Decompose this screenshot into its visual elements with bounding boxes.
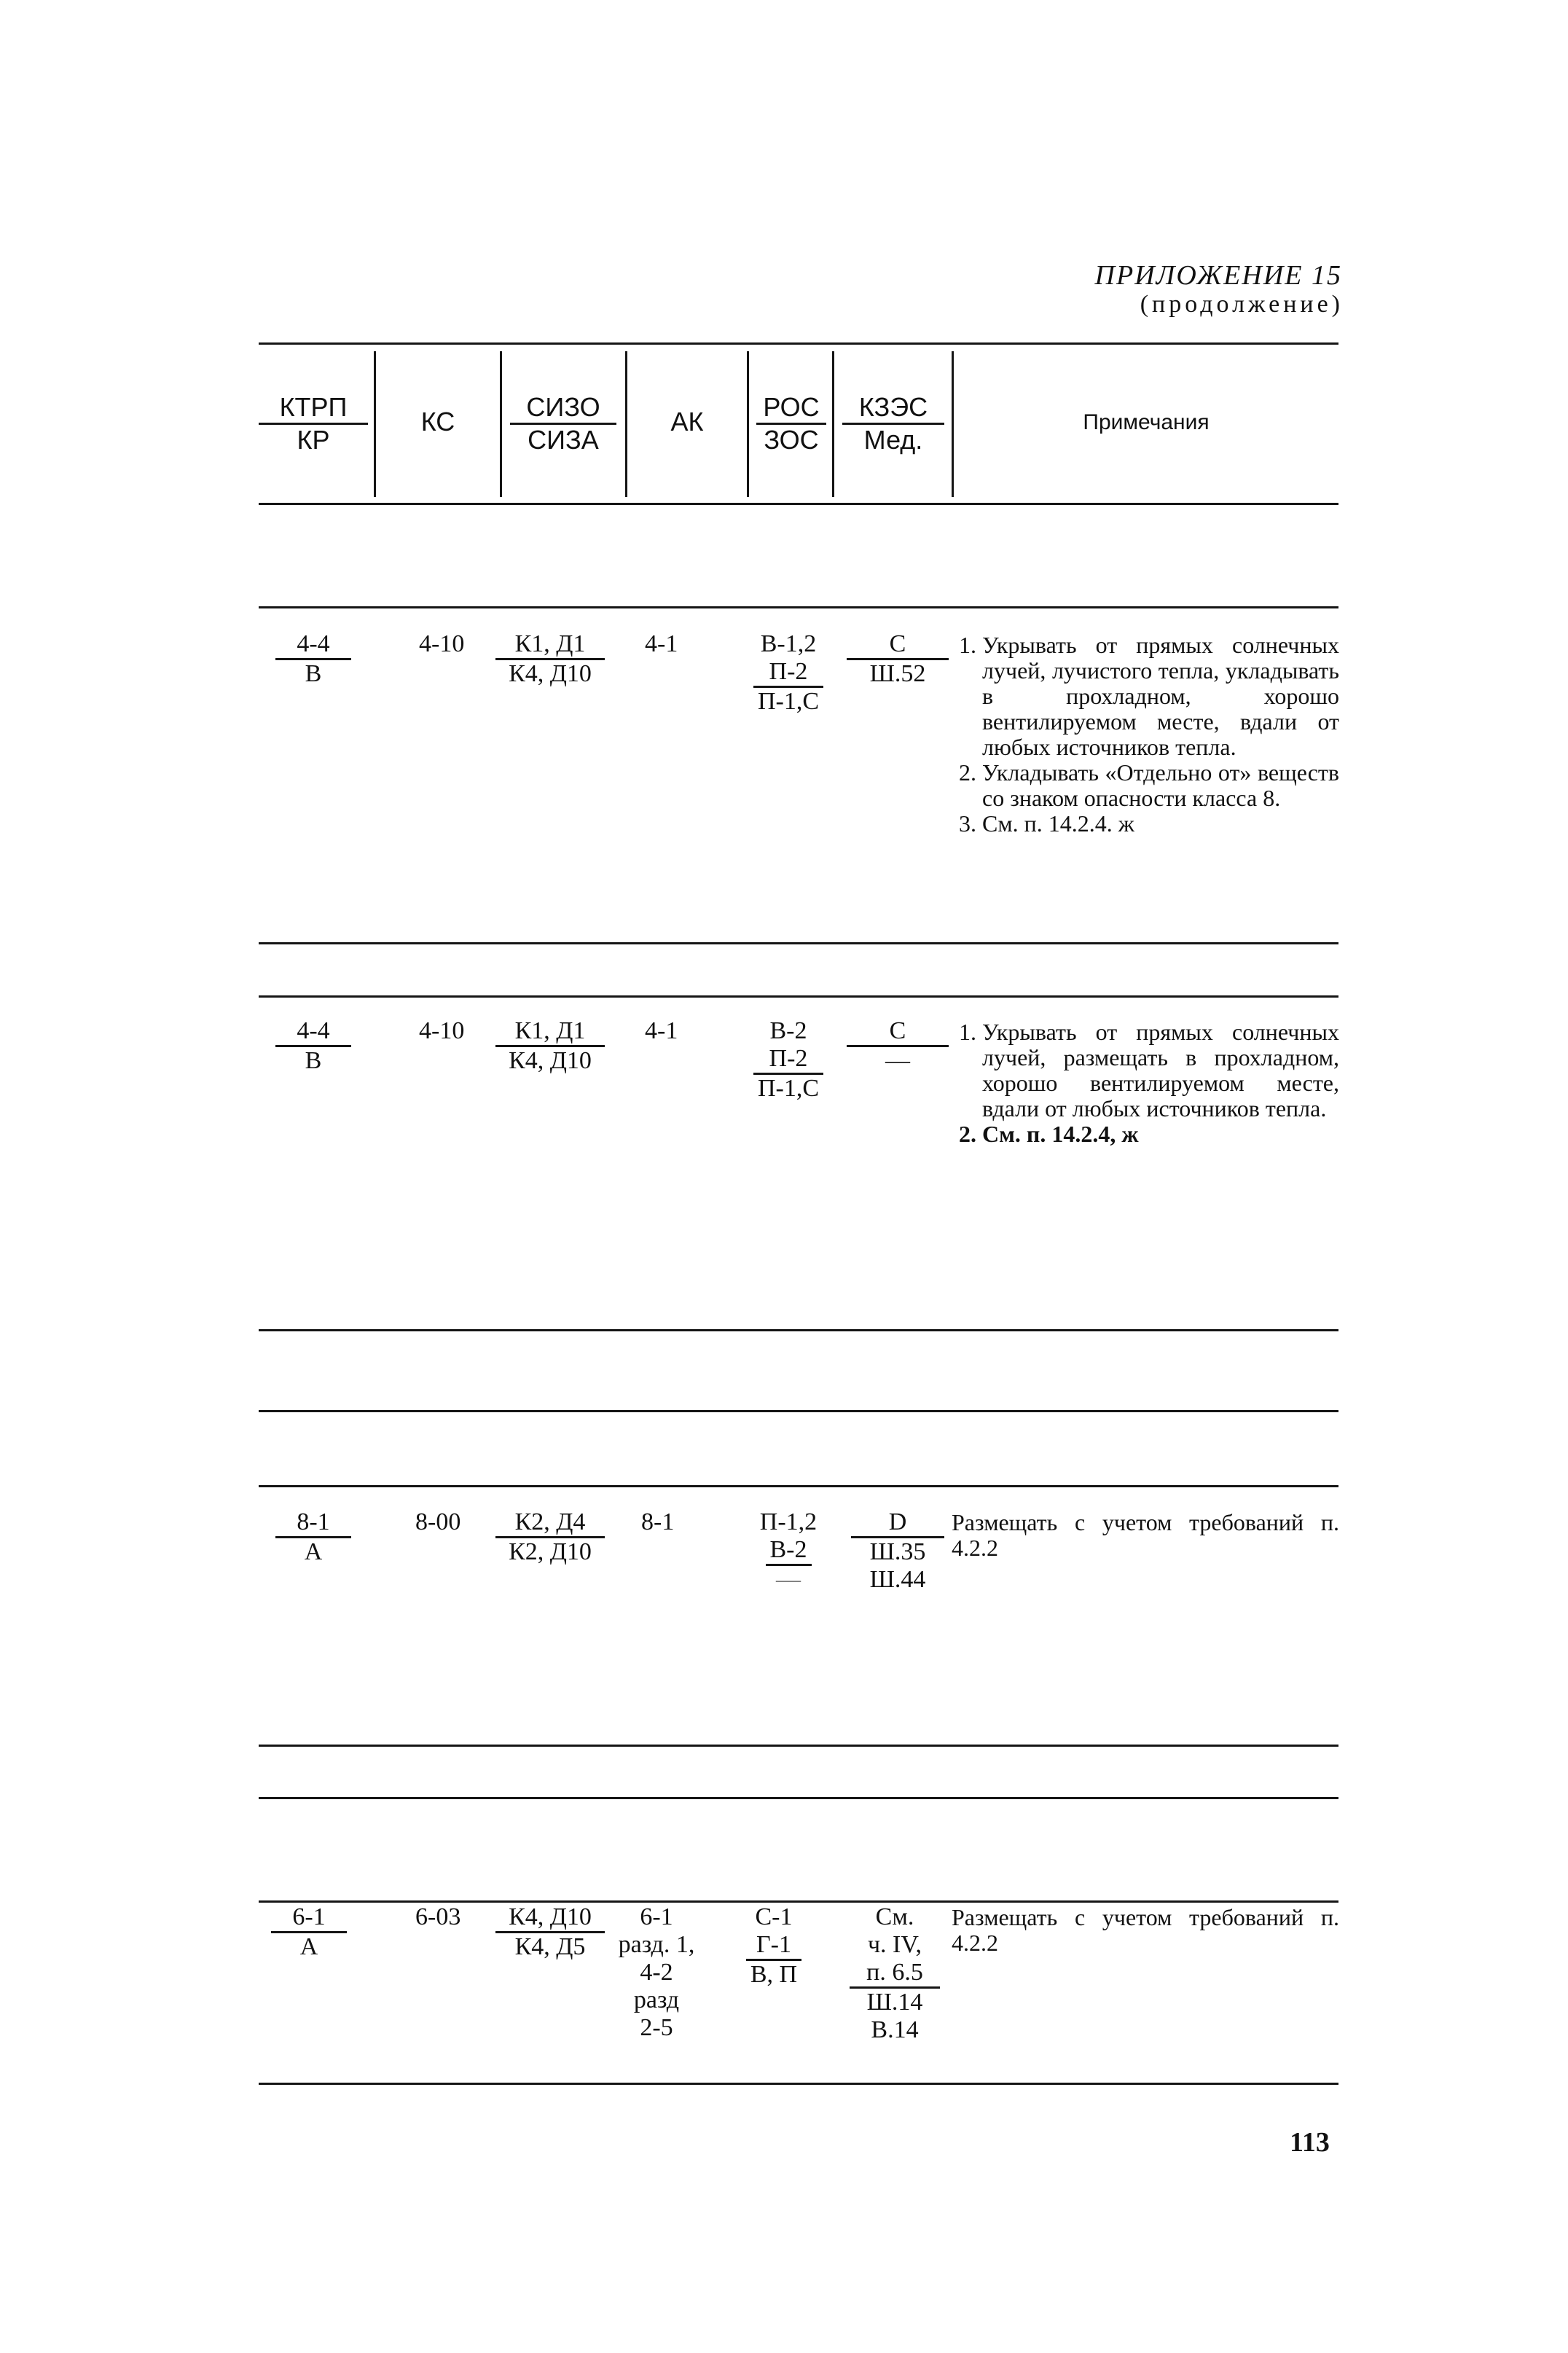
header-sizo-siza: СИЗО СИЗА bbox=[510, 392, 616, 455]
cell-notes bbox=[952, 633, 1339, 837]
cell-kzes-med: См. ч. IV, п. 6.5 Ш.14 В.14 bbox=[844, 1903, 946, 2044]
cell-ros-zos: П-1,2 В-2 — bbox=[759, 1508, 818, 1593]
cell-kzes-med: С Ш.52 bbox=[847, 630, 949, 688]
row-bottom-rule bbox=[259, 1329, 1338, 1331]
appendix-subtitle: (продолжение) bbox=[1140, 291, 1344, 318]
note-item: 2. См. п. 14.2.4, ж bbox=[982, 1121, 1339, 1147]
table-top-rule bbox=[259, 342, 1338, 345]
cell-ktrp-kr: 4-4 В bbox=[275, 1017, 351, 1075]
cell-sizo-siza: К4, Д10 К4, Д5 bbox=[495, 1903, 605, 1961]
header-notes: Примечания bbox=[1083, 410, 1210, 434]
cell-ks: 4-10 bbox=[419, 630, 465, 657]
col-separator bbox=[832, 351, 834, 497]
header-ks: КС bbox=[420, 407, 455, 436]
note-text: Размещать с учетом требований п. 4.2.2 bbox=[952, 1509, 1339, 1561]
cell-sizo-siza: К2, Д4 К2, Д10 bbox=[495, 1508, 605, 1566]
cell-ks: 6-03 bbox=[415, 1903, 461, 1930]
cell-ak: 8-1 bbox=[641, 1508, 675, 1535]
row-top-rule bbox=[259, 995, 1338, 998]
cell-ktrp-kr: 6-1 А bbox=[271, 1903, 347, 1961]
note-text: Размещать с учетом требований п. 4.2.2 bbox=[952, 1904, 1339, 1956]
cell-ks: 4-10 bbox=[419, 1017, 465, 1044]
page-number: 113 bbox=[1290, 2127, 1330, 2158]
cell-ak: 4-1 bbox=[645, 630, 678, 657]
appendix-title: ПРИЛОЖЕНИЕ 15 bbox=[1094, 260, 1342, 291]
row-top-rule bbox=[259, 606, 1338, 608]
cell-ks: 8-00 bbox=[415, 1508, 461, 1535]
col-separator bbox=[747, 351, 749, 497]
table-bottom-rule bbox=[259, 2083, 1338, 2085]
cell-notes bbox=[952, 1905, 1339, 1956]
note-item: 3. См. п. 14.2.4. ж bbox=[982, 811, 1339, 837]
cell-ak: 4-1 bbox=[645, 1017, 678, 1044]
cell-kzes-med: С — bbox=[847, 1017, 949, 1075]
header-ak: АК bbox=[670, 407, 704, 436]
note-item: 1. Укрывать от прямых солнечных лучей, лучистого тепла, укладывать в прохладном, хорошо вентилируемом месте, вдали от любых источников тепла. bbox=[982, 633, 1339, 760]
header-ktrp-kr: КТРП КР bbox=[259, 392, 368, 455]
row-top-rule bbox=[259, 1900, 1338, 1903]
cell-ktrp-kr: 8-1 А bbox=[275, 1508, 351, 1566]
cell-ros-zos: В-2 П-2 П-1,С bbox=[745, 1017, 832, 1103]
row-rule bbox=[259, 1410, 1338, 1412]
note-item: 1. Укрывать от прямых солнечных лучей, размещать в прохладном, хорошо вентилируемом месте, вдали от любых источников тепла. bbox=[982, 1019, 1339, 1121]
table-header-bottom-rule bbox=[259, 503, 1338, 505]
row-rule bbox=[259, 1797, 1338, 1799]
note-item: 2. Укладывать «Отдельно от» веществ со знаком опасности класса 8. bbox=[982, 760, 1339, 811]
cell-sizo-siza: К1, Д1 К4, Д10 bbox=[495, 1017, 605, 1075]
col-separator bbox=[500, 351, 502, 497]
cell-kzes-med: D Ш.35 Ш.44 bbox=[847, 1508, 949, 1594]
header-ros-zos: РОС ЗОС bbox=[756, 392, 826, 455]
cell-notes bbox=[952, 1019, 1339, 1147]
cell-ros-zos: В-1,2 П-2 П-1,С bbox=[745, 630, 832, 716]
row-bottom-rule bbox=[259, 1745, 1338, 1747]
header-kzes-med: КЗЭС Мед. bbox=[842, 392, 944, 455]
row-top-rule bbox=[259, 1485, 1338, 1487]
cell-ak: 6-1 разд. 1, 4-2 разд 2-5 bbox=[618, 1903, 695, 2041]
cell-notes bbox=[952, 1510, 1339, 1561]
cell-sizo-siza: К1, Д1 К4, Д10 bbox=[495, 630, 605, 688]
cell-ktrp-kr: 4-4 В bbox=[275, 630, 351, 688]
row-bottom-rule bbox=[259, 942, 1338, 944]
cell-ros-zos: С-1 Г-1 В, П bbox=[730, 1903, 818, 1989]
